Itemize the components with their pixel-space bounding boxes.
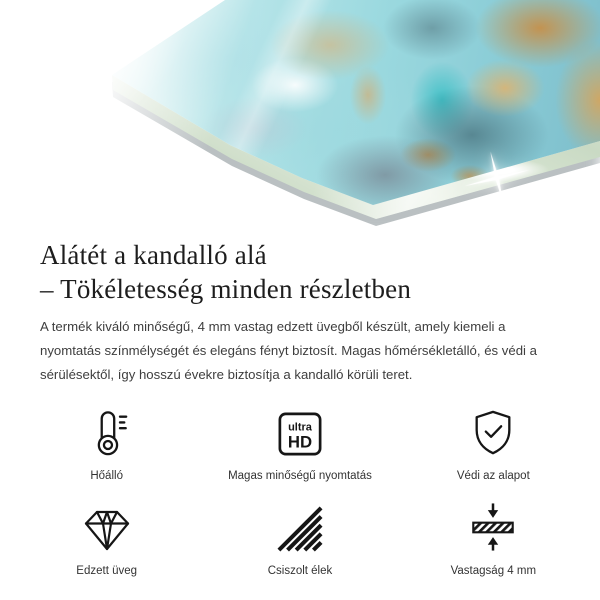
feature-item bbox=[10, 407, 203, 482]
ultra-hd-icon bbox=[277, 407, 323, 457]
feature-item bbox=[397, 407, 590, 482]
product-description: A termék kiváló minőségű, 4 mm vastag edzett üvegből készült, amely kiemeli a nyomtatás színmélységét és elegáns fényt biztosít. Magas hőmérsékletálló, és védi a sérülésektől, így hosszú évekre biztosítja a kandalló körüli teret. bbox=[40, 319, 537, 382]
feature-label: Magas minőségű nyomtatás bbox=[228, 470, 372, 482]
feature-item bbox=[397, 502, 590, 577]
feature-label: Vastagság 4 mm bbox=[450, 565, 537, 577]
ultra-hd-badge-line-1: ultra bbox=[288, 421, 312, 434]
feature-item bbox=[10, 502, 203, 577]
thickness-icon bbox=[469, 502, 517, 552]
feature-label: Edzett üveg bbox=[76, 565, 138, 577]
features-grid bbox=[0, 407, 600, 577]
page-title-line-2: – Tökéletesség minden részletben bbox=[40, 274, 412, 304]
feature-item bbox=[203, 407, 396, 482]
page-title bbox=[40, 238, 560, 306]
page-title-line-1: Alátét a kandalló alá bbox=[40, 240, 267, 270]
feature-label: Csiszolt élek bbox=[267, 565, 333, 577]
feature-item bbox=[203, 502, 396, 577]
diamond-icon bbox=[82, 502, 132, 552]
hero-image bbox=[0, 0, 600, 230]
feature-label: Védi az alapot bbox=[456, 470, 530, 482]
polished-edges-icon bbox=[277, 502, 323, 552]
thermometer-icon bbox=[84, 407, 130, 457]
ultra-hd-badge-line-2: HD bbox=[287, 432, 313, 452]
feature-label: Hőálló bbox=[90, 470, 123, 482]
shield-check-icon bbox=[470, 407, 516, 457]
